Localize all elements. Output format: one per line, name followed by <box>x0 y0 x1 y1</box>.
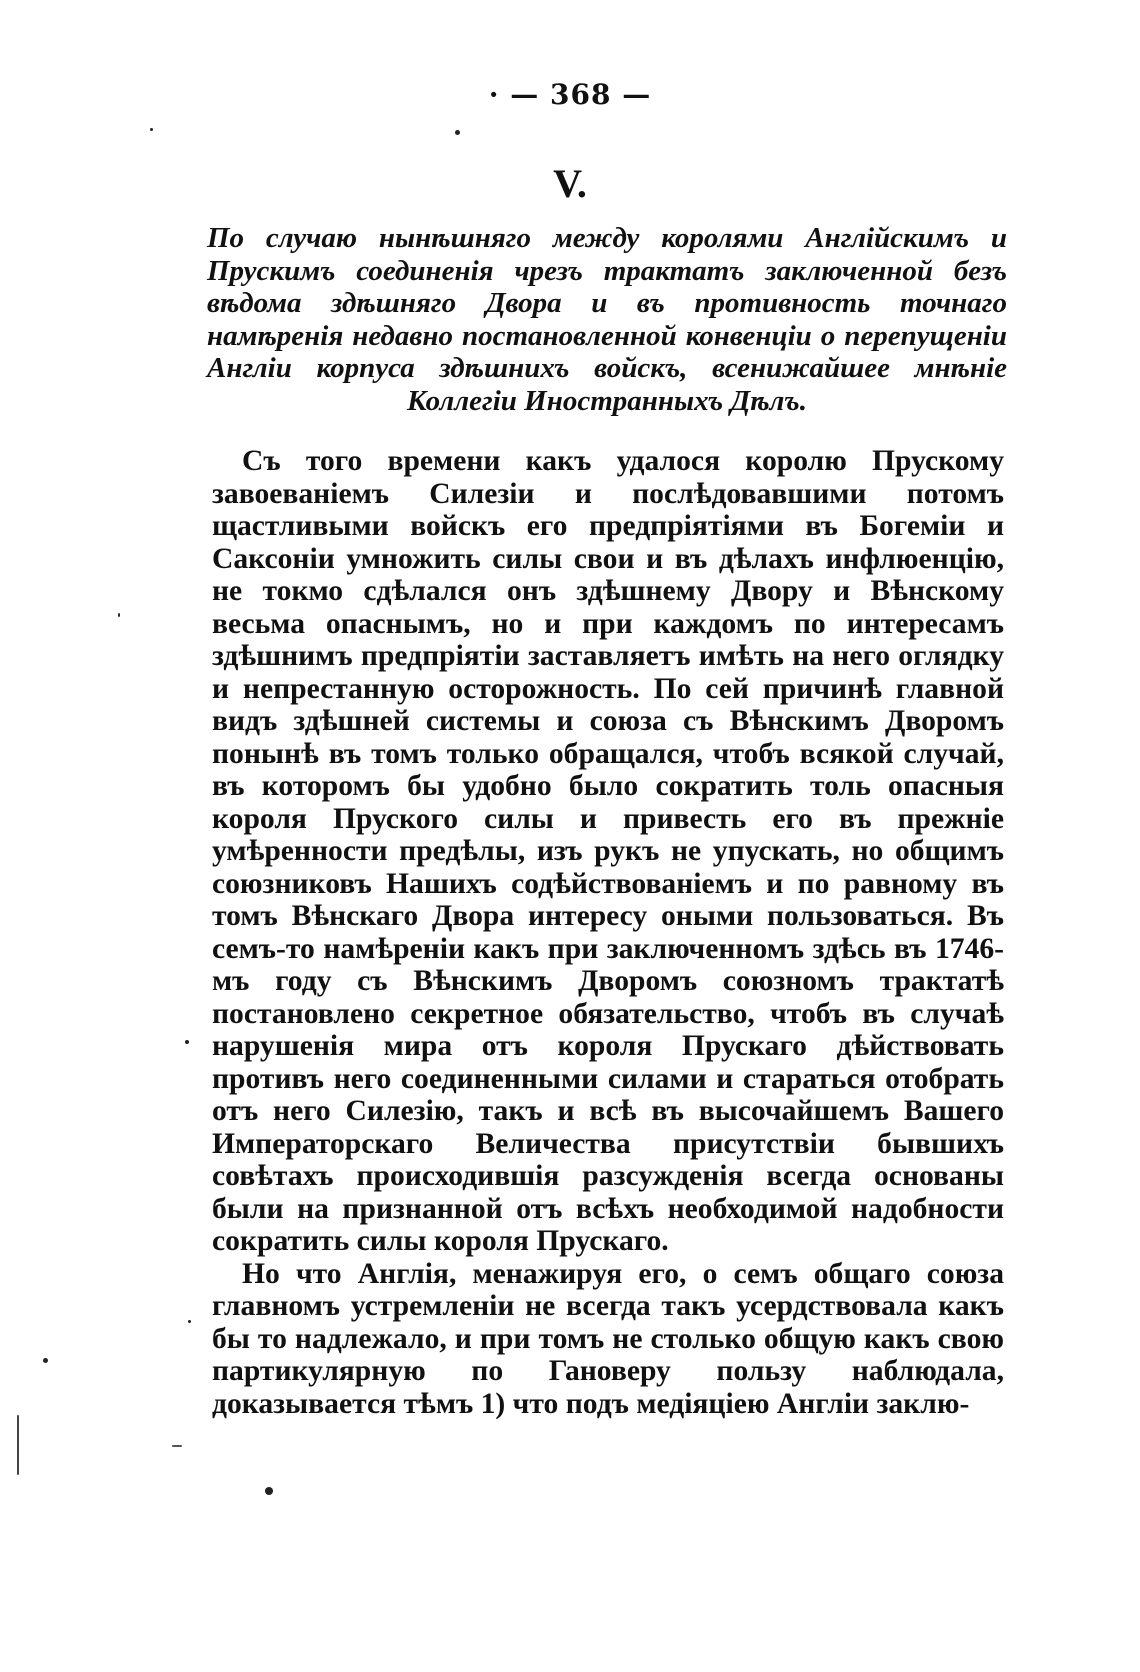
section-heading: По случаю нынѣшняго между королями Англійскимъ и Прускимъ соединенія чрезъ трактатъ заключенной безъ вѣдома здѣшняго Двора и въ противность точнаго намѣренія недавно постановленной конвенціи о перепущеніи Англіи корпуса здѣшнихъ войскъ, всенижайшее мнѣніе Коллегіи Иностранныхъ Дѣлъ. <box>207 222 1007 417</box>
scan-speck <box>265 1487 273 1495</box>
scan-speck <box>118 613 120 617</box>
scan-speck <box>17 1415 19 1475</box>
scan-speck <box>185 1040 189 1044</box>
page-number: · — 368 — <box>488 78 652 111</box>
scan-speck <box>455 130 460 135</box>
scan-speck <box>188 1320 191 1323</box>
scan-speck <box>150 128 153 131</box>
section-numeral: V. <box>553 161 587 206</box>
scan-speck <box>43 1358 48 1363</box>
paragraph-2: Но что Англія, менажируя его, о семъ общаго союза главномъ устремленіи не всегда такъ усердствовала какъ бы то надлежало, и при томъ не столько общую какъ свою партикулярную по Гановеру пользу наблюдала, доказывается тѣмъ 1) что подъ медіяціею Англіи заклю- <box>212 1257 1004 1420</box>
scan-speck <box>172 1445 182 1447</box>
paragraph-1: Съ того времени какъ удалося королю Прускому завоеваніемъ Силезіи и послѣдовавшими потомъ щастливыми войскъ его предпріятіями въ Богеміи и Саксоніи умножить силы свои и въ дѣлахъ инфлюенцію, не токмо сдѣлался онъ здѣшнему Двору и Вѣнскому весьма опаснымъ, но и при каждомъ по интересамъ здѣшнимъ предпріятіи заставляетъ имѣть на него оглядку и непрестанную осторожность. По сей причинѣ главной видъ здѣшней системы и союза съ Вѣнскимъ Дворомъ понынѣ въ томъ только обращался, чтобъ всякой случай, въ которомъ бы удобно было сократить толь опасныя короля Пруского силы и привесть его въ прежніе умѣренности предѣлы, изъ рукъ не упускать, но общимъ союзниковъ Нашихъ содѣйствованіемъ и по равному въ томъ Вѣнскаго Двора интересу оными пользоваться. Въ семъ-то намѣреніи какъ при заключенномъ здѣсь въ 1746-мъ году съ Вѣнскимъ Дворомъ союзномъ трактатѣ постановлено секретное обязательство, чтобъ въ случаѣ нарушенія мира отъ короля Прускаго дѣйствовать противъ него соединенными силами и стараться отобрать отъ него Силезію, такъ и всѣ въ высочайшемъ Вашего Императорскаго Величества присутствіи бывшихъ совѣтахъ происходившія разсужденія всегда основаны были на признанной отъ всѣхъ необходимой надобности сократить силы короля Прускаго. <box>212 445 1004 1257</box>
body-text <box>212 445 1004 1420</box>
